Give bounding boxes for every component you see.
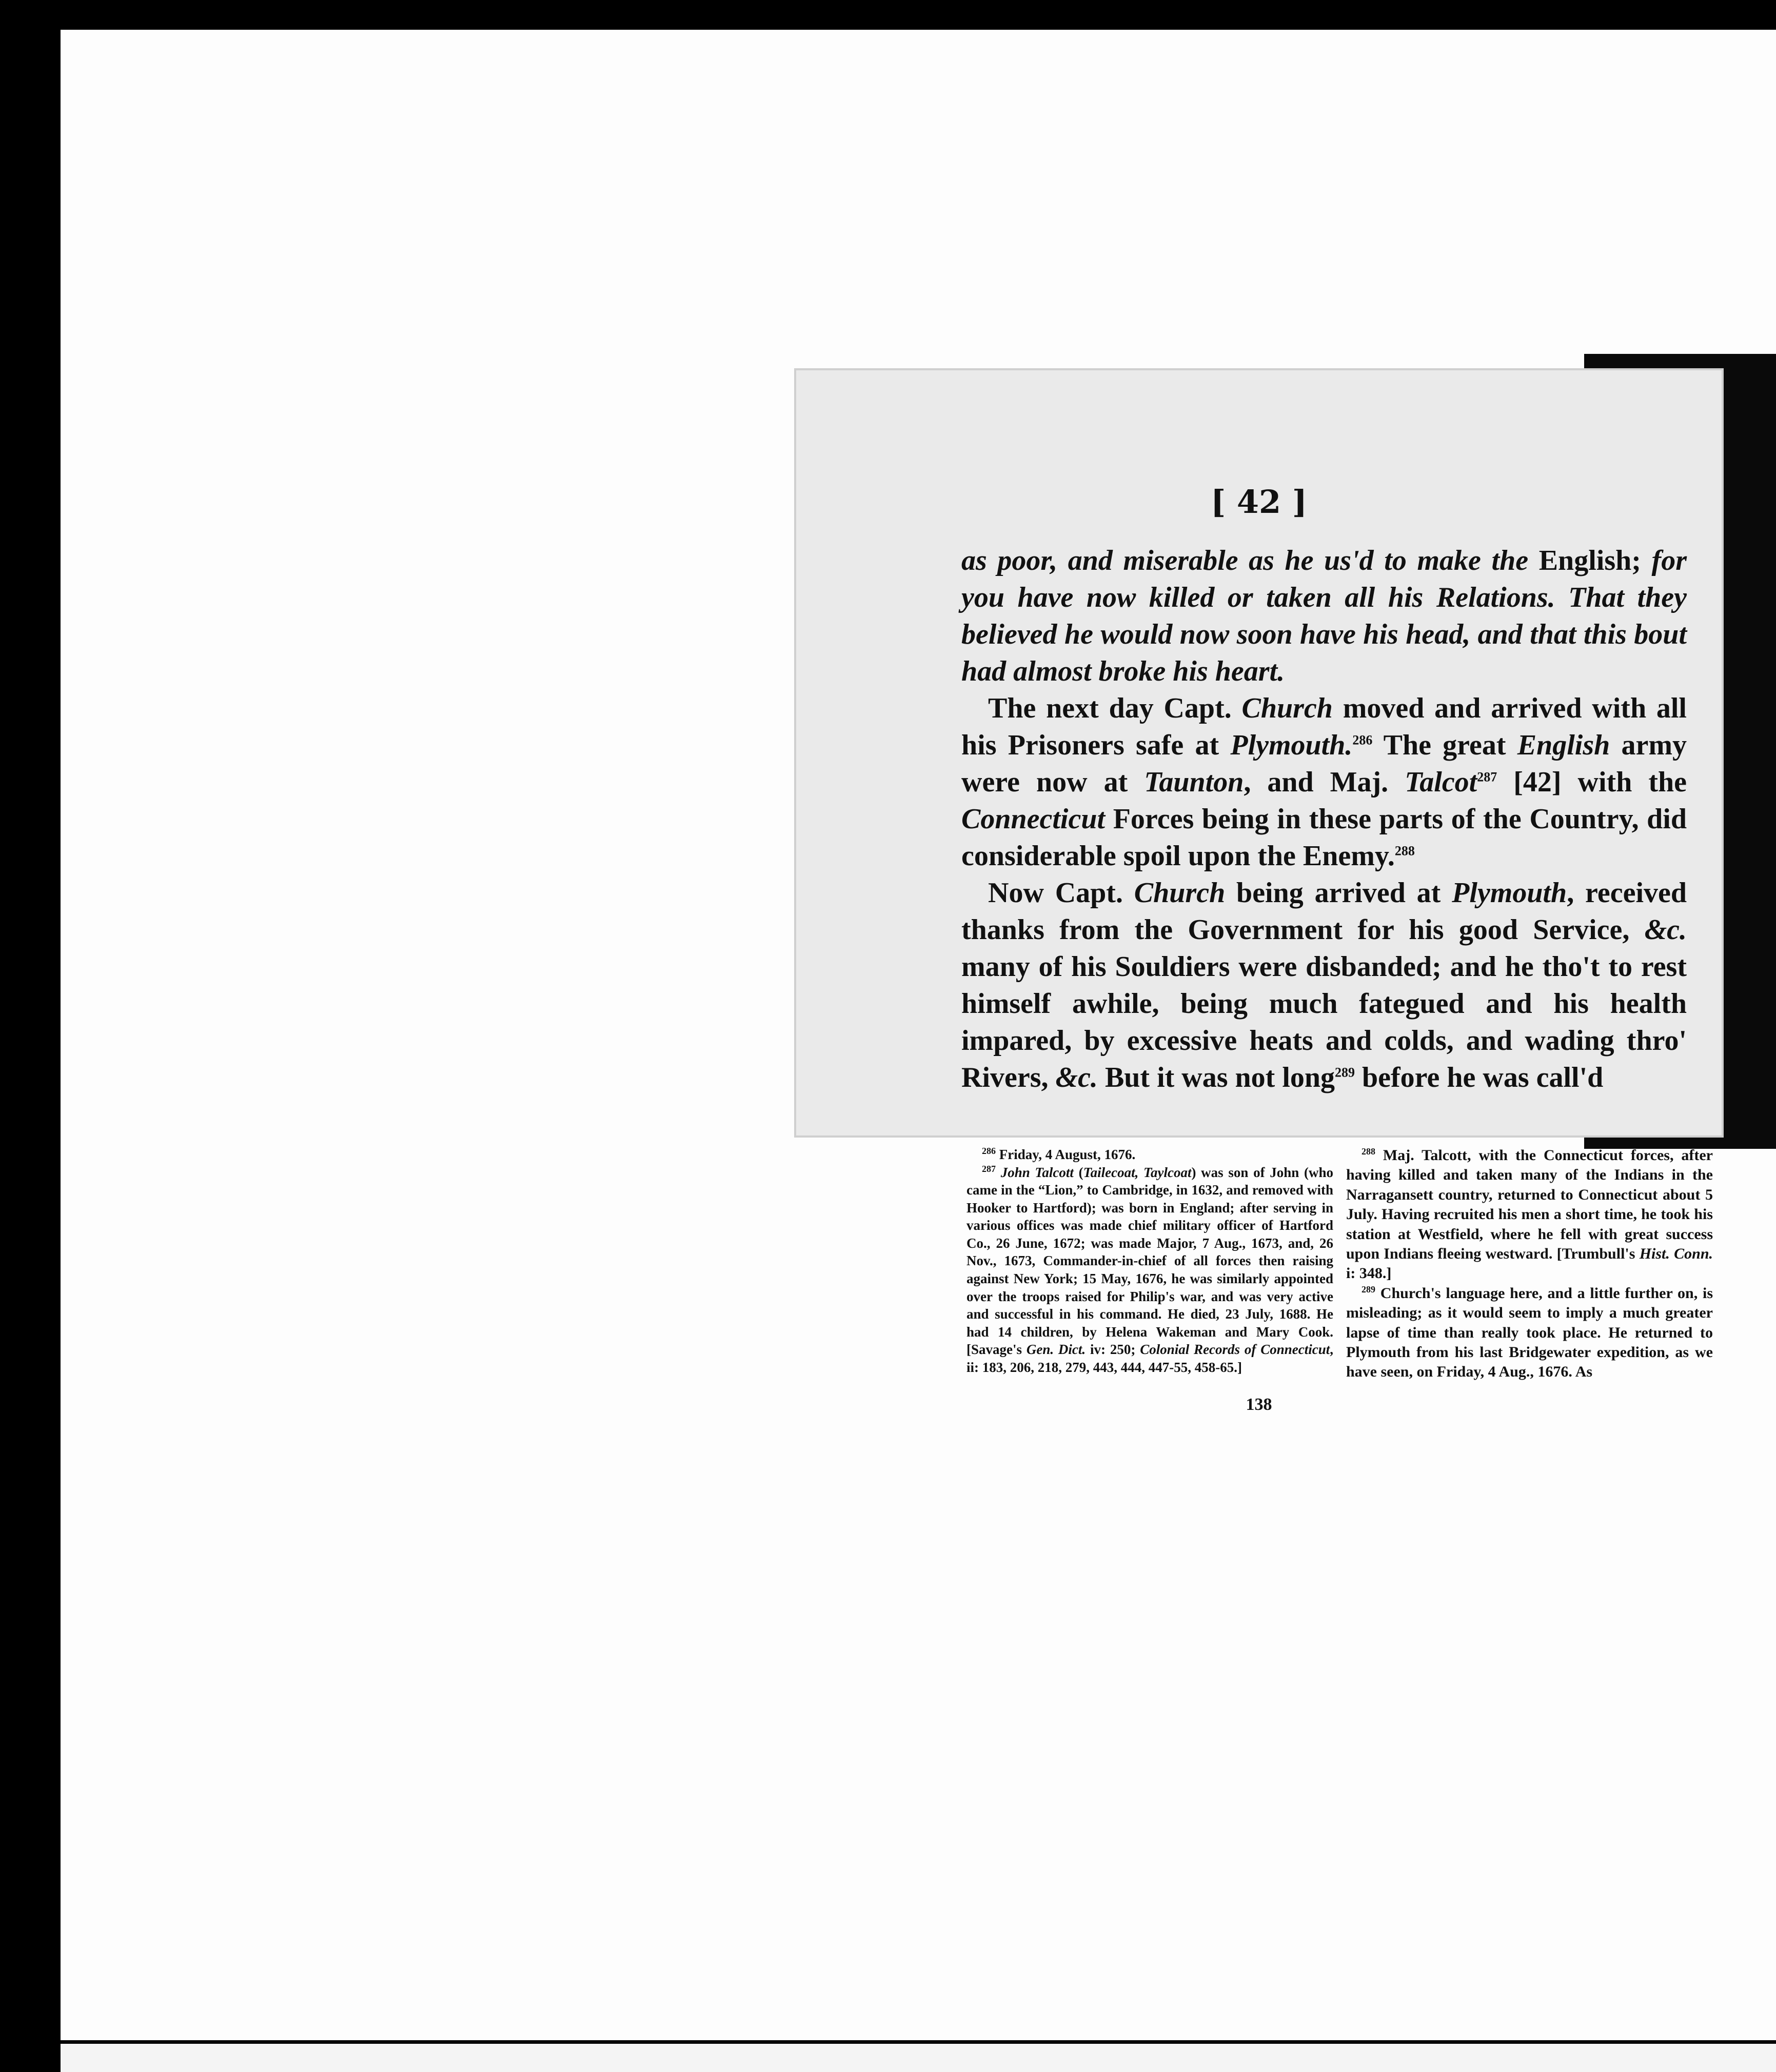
paragraph-1 — [961, 542, 1687, 690]
text-span: The next day Capt. — [988, 692, 1242, 724]
footnote-ref: 289 — [1335, 1065, 1355, 1080]
text-span: as poor, and miserable as he us'd to make the — [961, 545, 1539, 576]
text-span: ( — [1073, 1164, 1083, 1180]
text-span: before he was call'd — [1355, 1062, 1604, 1093]
footnote-288 — [1346, 1146, 1713, 1284]
text-span: Gen. Dict. — [1026, 1342, 1086, 1358]
footnote-number: 286 — [982, 1146, 996, 1156]
text-span: , and Maj. — [1244, 766, 1405, 798]
text-span: &c. — [1644, 914, 1687, 946]
footnote-ref: 288 — [1394, 843, 1415, 859]
text-span: Now Capt. — [988, 877, 1134, 909]
text-span: English — [1517, 729, 1610, 761]
text-span: i: 348.] — [1346, 1265, 1392, 1282]
text-span: Plymouth — [1452, 877, 1567, 909]
text-span: Maj. Talcott, with the Connecticut forces, after having killed and taken many of the Indians in the Narragansett country, returned to Connecticut about 5 July. Having recruited his men a short time, he took his station at Westfield, where he fell with great success upon Indians fleeing westward. [Trumbull's — [1346, 1147, 1713, 1263]
footnote-ref: 286 — [1352, 732, 1373, 748]
book-page — [794, 368, 1724, 1414]
text-span: Forces being in these parts of the Country, did considerable spoil upon the Enemy. — [961, 803, 1687, 872]
text-span: many of his Souldiers were disbanded; and he tho't to rest himself awhile, being much fategued and his health impared, by excessive heats and colds, and wading thro' Rivers, — [961, 951, 1687, 1093]
text-span: English — [1538, 545, 1632, 576]
paragraph-2 — [961, 690, 1687, 874]
footnote-289 — [1346, 1284, 1713, 1382]
footnote-number: 288 — [1361, 1146, 1375, 1157]
text-span: army were now at — [961, 729, 1687, 798]
text-span: , ii: 183, 206, 218, 279, 443, 444, 447-55, 458-65.] — [966, 1342, 1333, 1375]
text-span: moved and arrived with all his Prisoners safe at — [961, 692, 1687, 761]
text-span: iv: 250; — [1086, 1342, 1140, 1358]
text-span: being arrived at — [1225, 877, 1452, 909]
next-frame-strip — [61, 2044, 1776, 2072]
text-span: Church's language here, and a little further on, is misleading; as it would seem to imply a much greater lapse of time than really took place. He returned to Plymouth from his last Bridgewater expedition, as we have seen, on Friday, 4 Aug., 1676. As — [1346, 1284, 1713, 1381]
text-span: for you have now killed or taken all his Relations. That they believed he would now soon have his head, and that this bout had almost broke his heart. — [961, 545, 1687, 687]
folio-number: 138 — [1246, 1395, 1272, 1414]
footnotes-right-column — [1346, 1146, 1713, 1382]
text-span: [42] with the — [1497, 766, 1687, 798]
text-span: Hist. Conn. — [1639, 1245, 1713, 1263]
footnotes-left-column — [966, 1146, 1333, 1376]
text-span: Friday, 4 August, 1676. — [996, 1147, 1136, 1162]
text-span: Church — [1134, 877, 1226, 909]
text-span: &c. — [1055, 1062, 1098, 1093]
text-span: Connecticut — [961, 803, 1106, 835]
text-span: Church — [1241, 692, 1333, 724]
footnote-ref: 287 — [1477, 769, 1497, 785]
text-span: Taunton — [1144, 766, 1244, 798]
text-span: Talcot — [1405, 766, 1477, 798]
footnote-287 — [966, 1164, 1333, 1377]
footnote-286 — [966, 1146, 1333, 1164]
text-span: ; — [1631, 545, 1652, 576]
text-span: But it was not long — [1097, 1062, 1335, 1093]
footnote-number: 287 — [982, 1163, 996, 1174]
main-text — [961, 542, 1687, 1096]
page-header: [ 42 ] — [1210, 483, 1308, 521]
paragraph-3 — [961, 874, 1687, 1096]
text-span: Plymouth. — [1230, 729, 1353, 761]
text-span: Colonial Records of Connecticut — [1140, 1342, 1330, 1358]
footnote-number: 289 — [1361, 1284, 1375, 1294]
text-span: John Talcott — [1000, 1164, 1074, 1180]
text-span: , received thanks from the Government for his good Service, — [961, 877, 1687, 946]
text-span: ) was son of John (who came in the “Lion,” to Cambridge, in 1632, and removed with Hooker to Hartford); was born in England; after serving in various offices was made chief military officer of Hartford Co., 26 June, 1672; was made Major, 7 Aug., 1673, and, 26 Nov., 1673, Commander-in-chief of all forces then raising against New York; 15 May, 1676, he was similarly appointed over the troops raised for Philip's war, and was very active and successful in his command. He died, 23 July, 1688. He had 14 children, by Helena Wakeman and Mary Cook. [Savage's — [966, 1164, 1333, 1358]
text-span: Tailecoat, Taylcoat — [1083, 1164, 1192, 1180]
text-span: The great — [1372, 729, 1517, 761]
